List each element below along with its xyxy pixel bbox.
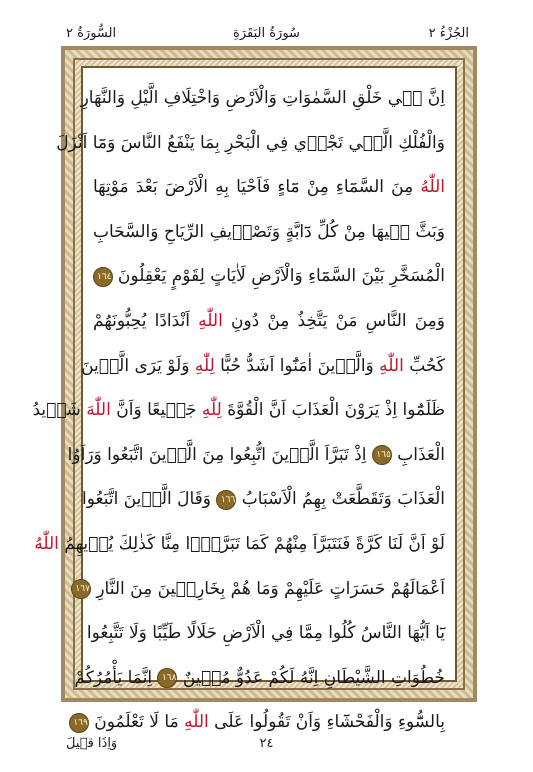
page-number: ٢٤ bbox=[259, 736, 274, 751]
surah-number-label: السُّورَةُ ٢ bbox=[66, 26, 117, 41]
verse-text: وَقَالَ الَّذٖينَ اتَّبَعُوا bbox=[82, 489, 217, 510]
verse-text: كَحُبِّ bbox=[403, 355, 445, 376]
verse-line bbox=[93, 254, 445, 299]
divine-name-text: اللّٰهِ bbox=[198, 310, 223, 331]
verse-text: وَمِنَ النَّاسِ مَنْ يَتَّخِذُ مِنْ دُونِ bbox=[222, 310, 445, 331]
ayah-number-marker: ١٦٧ bbox=[71, 579, 91, 599]
verse-text: اِنَّ فٖي خَلْقِ السَّمٰوَاتِ وَالْاَرْضِ وَاخْتِلَافِ الَّيْلِ وَالنَّهَارِ bbox=[80, 88, 445, 108]
ayah-number-marker: ١٦٤ bbox=[93, 267, 113, 287]
surah-name-header: سُورَةُ البَقَرَةِ bbox=[233, 26, 300, 41]
verse-line bbox=[82, 477, 445, 522]
divine-name-text: اللّٰهُ bbox=[34, 533, 59, 554]
verse-text: بِالسُّٓوءِ وَالْفَحْشَٓاءِ وَاَنْ تَقُولُوا عَلَى bbox=[208, 712, 445, 733]
verse-text: الْمُسَخَّرِ بَيْنَ السَّمَٓاءِ وَالْاَرْضِ لَاٰيَاتٍ لِقَوْمٍ يَعْقِلُونَ bbox=[112, 266, 445, 287]
juz-label: الجُزْءُ ٢ bbox=[428, 26, 469, 41]
verse-line bbox=[81, 344, 445, 389]
verse-text: يَٓا اَيُّهَا النَّاسُ كُلُوا مِمَّا فِي الْاَرْضِ حَلَالًا طَيِّبًا وَلَا تَتَّبِعُوا bbox=[86, 623, 445, 644]
verse-text: وَالْفُلْكِ الَّتٖي تَجْرٖي فِي الْبَحْرِ بِمَا يَنْفَعُ النَّاسَ وَمَٓا اَنْزَلَ bbox=[56, 132, 445, 153]
divine-name-text: اللّٰهِ bbox=[379, 355, 404, 376]
verse-line bbox=[74, 656, 445, 701]
verse-text: اِذْ تَبَرَّاَ الَّذٖينَ اتُّبِعُوا مِنَ الَّذٖينَ اتَّبَعُوا وَرَاَوُا bbox=[67, 444, 372, 465]
verse-text: اَنْدَادًا يُحِبُّونَهُمْ bbox=[93, 310, 199, 331]
verse-text: وَلَوْ يَرَى الَّذٖينَ bbox=[81, 355, 195, 376]
text-page bbox=[32, 66, 457, 733]
verse-line bbox=[86, 611, 445, 656]
ayah-number-marker: ١٦٥ bbox=[372, 445, 392, 465]
verse-text: ظَلَمُٓوا اِذْ يَرَوْنَ الْعَذَابَ اَنَّ الْقُوَّةَ bbox=[221, 400, 445, 421]
divine-name-text: لِلّٰهِ bbox=[201, 400, 222, 421]
verse-line bbox=[93, 299, 445, 344]
divine-name-text: اللّٰهُ bbox=[420, 177, 445, 198]
verse-text: مَا لَا تَعْلَمُونَ bbox=[88, 712, 185, 733]
divine-name-text: لِلّٰهِ bbox=[194, 355, 215, 376]
verse-text: مِنَ السَّمَٓاءِ مِنْ مَٓاءٍ فَاَحْيَا بِهِ الْاَرْضَ بَعْدَ مَوْتِهَا bbox=[93, 177, 421, 198]
verse-line bbox=[80, 76, 445, 121]
verse-line bbox=[56, 121, 445, 166]
verse-text: اَعْمَالَهُمْ حَسَرَاتٍ عَلَيْهِمْ وَمَا هُمْ بِخَارِجٖينَ مِنَ النَّارِ bbox=[90, 578, 445, 599]
verse-text: خُطُوَاتِ الشَّيْطَانِ اِنَّهُ لَكُمْ عَدُوٌّ مُبٖينٌ bbox=[177, 667, 445, 688]
ayah-number-marker: ١٦٦ bbox=[216, 490, 236, 510]
ayah-number-marker: ١٦٩ bbox=[69, 713, 89, 733]
verse-line bbox=[67, 433, 445, 478]
verse-text: الْعَذَابَ وَتَقَطَّعَتْ بِهِمُ الْاَسْبَابُ bbox=[236, 489, 445, 510]
ornamental-frame bbox=[32, 46, 477, 733]
divine-name-text: اللّٰهِ bbox=[184, 712, 209, 733]
verse-text: شَدٖيدُ bbox=[32, 400, 87, 421]
verse-text: وَالَّذٖينَ اٰمَنُٓوا اَشَدُّ حُبًّا bbox=[214, 355, 380, 376]
verse-line bbox=[32, 388, 445, 433]
verse-text: جَمٖيعًا وَاَنَّ bbox=[110, 400, 202, 421]
verse-text: وَبَثَّ فٖيهَا مِنْ كُلِّ دَٓابَّةٍ وَتَصْرٖيفِ الرِّيَاحِ وَالسَّحَابِ bbox=[93, 221, 445, 242]
verse-lines bbox=[32, 76, 445, 733]
verse-text: اِنَّمَا يَأْمُرُكُمْ bbox=[74, 667, 158, 688]
catchword: وَاِذَا قٖيلَ bbox=[66, 736, 118, 751]
verse-text: الْعَذَابِ bbox=[391, 444, 445, 465]
divine-name-text: اللّٰهَ bbox=[86, 400, 111, 421]
verse-line bbox=[75, 567, 445, 612]
verse-line bbox=[34, 522, 445, 567]
ornamental-frame-inner bbox=[32, 58, 465, 733]
verse-line bbox=[93, 210, 445, 255]
verse-line bbox=[93, 165, 445, 210]
verse-text: لَوْ اَنَّ لَنَا كَرَّةً فَنَتَبَرَّاَ مِنْهُمْ كَمَا تَبَرَّؤُ۫ا مِنَّا كَذٰلِكَ يُرٖيهِمُ bbox=[58, 533, 445, 554]
ayah-number-marker: ١٦٨ bbox=[157, 668, 177, 688]
